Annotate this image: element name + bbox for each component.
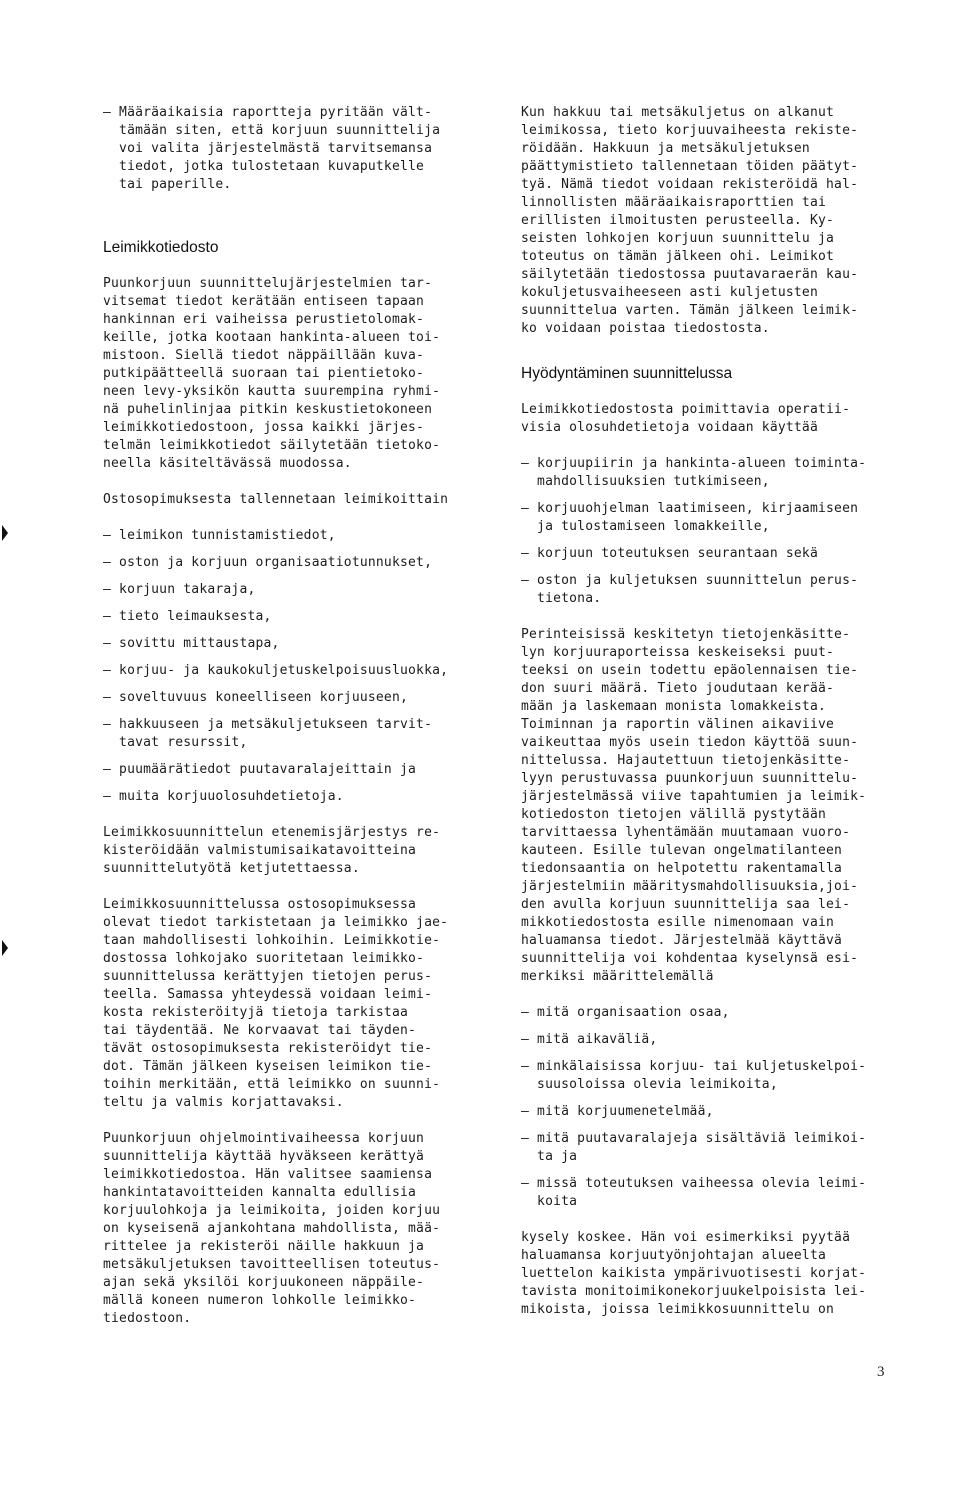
text-line: – korjuuohjelman laatimiseen, kirjaamiseen	[521, 501, 859, 516]
text-line: suunnittelua varten. Tämän jälkeen leimik-	[521, 303, 859, 318]
margin-mark-bottom	[2, 940, 8, 956]
paragraph	[103, 896, 488, 1112]
text-line: kotiedoston tietojen välillä pystytään	[521, 807, 827, 822]
text-line: suunnittelussa kerättyjen tietojen perus-	[103, 969, 433, 984]
text-line: tavat resurssit,	[103, 735, 248, 750]
text-line: – mitä korjuumenetelmää,	[521, 1104, 714, 1119]
text-line: teeksi on usein todettu epäolennaisen tie-	[521, 663, 859, 678]
bullet-list	[521, 1004, 906, 1211]
text-line: toteutus on tämän jälkeen ohi. Leimikot	[521, 249, 835, 264]
text-line: don suuri määrä. Tieto joudutaan kerää-	[521, 681, 835, 696]
text-line: Kun hakkuu tai metsäkuljetus on alkanut	[521, 105, 835, 120]
text-line: kauteen. Esille tulevan ongelmatilanteen	[521, 843, 843, 858]
text-line: kokuljetusvaiheeseen asti kuljetusten	[521, 285, 818, 300]
text-line: – sovittu mittaustapa,	[103, 636, 280, 651]
text-line: merkiksi määrittelemällä	[521, 969, 714, 984]
text-line: dot. Tämän jälkeen kyseisen leimikon tie-	[103, 1059, 433, 1074]
text-line: tiedonsaantia on helpotettu rakentamalla	[521, 861, 843, 876]
text-line: – muita korjuuolosuhdetietoja.	[103, 789, 344, 804]
text-line: kysely koskee. Hän voi esimerkiksi pyytää	[521, 1230, 851, 1245]
list-item	[103, 581, 488, 599]
text-line: tarvittaessa lyhentämään muutamaan vuoro-	[521, 825, 851, 840]
text-line: mään ja laskemaan monista lomakkeista.	[521, 699, 827, 714]
text-line: mällä koneen numeron lohkolle leimikko-	[103, 1293, 417, 1308]
text-line: ko voidaan poistaa tiedostosta.	[521, 321, 770, 336]
text-line: erillisten ilmoitusten perusteella. Ky-	[521, 213, 835, 228]
text-line: kosta rekisteröityjä tietoja tarkistaa	[103, 1005, 409, 1020]
paragraph	[521, 626, 906, 986]
list-item	[103, 662, 488, 680]
text-line: tai täydentää. Ne korvaavat tai täyden-	[103, 1023, 417, 1038]
left-column	[103, 104, 488, 1328]
text-line: den avulla korjuun suunnittelija saa lei-	[521, 897, 851, 912]
text-line: – korjuun toteutuksen seurantaan sekä	[521, 546, 818, 561]
text-line: telmän leimikkotiedot säilytetään tietoko-	[103, 438, 441, 453]
bullet-list	[103, 527, 488, 806]
text-line: seisten lohkojen korjuun suunnittelu ja	[521, 231, 835, 246]
text-line: mikkotiedostosta esille nimenomaan vain	[521, 915, 835, 930]
list-item	[521, 1175, 906, 1211]
text-line: – missä toteutuksen vaiheessa olevia leimi-	[521, 1176, 867, 1191]
text-line: – korjuu- ja kaukokuljetuskelpoisuusluokka,	[103, 663, 449, 678]
text-line: – korjuupiirin ja hankinta-alueen toiminta-	[521, 456, 867, 471]
text-line: neella käsiteltävässä muodossa.	[103, 456, 352, 471]
text-line: dostossa lohkojako suoritetaan leimikko-	[103, 951, 425, 966]
text-line: leimikossa, tieto korjuuvaiheesta rekiste-	[521, 123, 859, 138]
text-line: suunnittelija käyttää hyväkseen kerättyä	[103, 1149, 425, 1164]
list-item	[521, 500, 906, 536]
text-line: teltu ja valmis korjattavaksi.	[103, 1095, 344, 1110]
list-item	[103, 689, 488, 707]
text-line: metsäkuljetuksen tavoitteellisen toteutus-	[103, 1257, 441, 1272]
text-line: – leimikon tunnistamistiedot,	[103, 528, 336, 543]
text-line: taan mahdollisesti lohkoihin. Leimikkotie-	[103, 933, 441, 948]
text-line: ja tulostamiseen lomakkeille,	[521, 519, 770, 534]
text-line: – Määräaikaisia raportteja pyritään vält-	[103, 105, 433, 120]
list-item	[103, 788, 488, 806]
text-line: – puumäärätiedot puutavaralajeittain ja	[103, 762, 417, 777]
list-item	[521, 1031, 906, 1049]
margin-mark-top	[2, 525, 8, 541]
text-line: järjestelmiin määritysmahdollisuuksia,joi-	[521, 879, 859, 894]
text-line: röidään. Hakkuun ja metsäkuljetuksen	[521, 141, 810, 156]
paragraph	[103, 824, 488, 878]
text-line: tavista monitoimikonekorjuukelpoisista lei-	[521, 1284, 867, 1299]
text-line: Puunkorjuun ohjelmointivaiheessa korjuun	[103, 1131, 425, 1146]
text-line: tävät ostosopimuksesta rekisteröidyt tie-	[103, 1041, 433, 1056]
list-item	[521, 1004, 906, 1022]
list-item	[521, 1130, 906, 1166]
text-line: lyn korjuuraporteissa keskeiseksi puut-	[521, 645, 835, 660]
text-line: teella. Samassa yhteydessä voidaan leimi-	[103, 987, 433, 1002]
text-line: mikoista, joissa leimikkosuunnittelu on	[521, 1302, 835, 1317]
paragraph	[103, 1130, 488, 1328]
text-line: Puunkorjuun suunnittelujärjestelmien tar-	[103, 276, 433, 291]
text-line: Toiminnan ja raportin välinen aikaviive	[521, 717, 835, 732]
text-line: mahdollisuuksien tutkimiseen,	[521, 474, 770, 489]
intro-item	[103, 104, 488, 194]
text-line: haluamansa korjuutyönjohtajan alueelta	[521, 1248, 827, 1263]
text-line: – korjuun takaraja,	[103, 582, 256, 597]
hyodyntaminen-heading: Hyödyntäminen suunnittelussa	[521, 365, 733, 382]
right-column	[521, 104, 906, 1319]
page-number: 3	[877, 1364, 885, 1380]
text-line: leimikkotiedostoon, jossa kaikki järjes-	[103, 420, 425, 435]
text-line: hankinnan eri vaiheissa perustietolomak-	[103, 312, 425, 327]
list-item	[103, 716, 488, 752]
text-line: Leimikkotiedostosta poimittavia operatii-	[521, 402, 851, 417]
list-item	[103, 635, 488, 653]
text-line: päättymistieto tallennetaan töiden päätyt-	[521, 159, 859, 174]
text-line: on kyseisenä ajankohtana mahdollista, mää-	[103, 1221, 441, 1236]
text-line: olevat tiedot tarkistetaan ja leimikko jae-	[103, 915, 449, 930]
list-item	[103, 554, 488, 572]
text-line: – soveltuvuus koneelliseen korjuuseen,	[103, 690, 409, 705]
text-line: leimikkotiedostoa. Hän valitsee saamiensa	[103, 1167, 433, 1182]
list-item	[521, 572, 906, 608]
text-line: tämään siten, että korjuun suunnittelija	[103, 123, 441, 138]
text-line: Leimikkosuunnittelun etenemisjärjestys re-	[103, 825, 441, 840]
list-item	[521, 545, 906, 563]
text-line: ta ja	[521, 1149, 578, 1164]
text-line: tiedot, jotka tulostetaan kuvaputkelle	[103, 159, 425, 174]
leimikkotiedosto-heading: Leimikkotiedosto	[103, 239, 219, 256]
text-line: – tieto leimauksesta,	[103, 609, 272, 624]
text-line: suunnittelutyötä ketjutettaessa.	[103, 861, 360, 876]
list-item	[103, 527, 488, 545]
paragraph	[521, 401, 906, 437]
text-line: järjestelmässä viive tapahtumien ja leimik-	[521, 789, 867, 804]
text-line: – minkälaisissa korjuu- tai kuljetuskelpoi-	[521, 1059, 867, 1074]
text-line: – mitä organisaation osaa,	[521, 1005, 730, 1020]
text-line: mistoon. Siellä tiedot näppäillään kuva-	[103, 348, 425, 363]
list-item	[521, 1103, 906, 1121]
text-line: – hakkuuseen ja metsäkuljetukseen tarvit-	[103, 717, 433, 732]
text-line: – oston ja kuljetuksen suunnittelun perus-	[521, 573, 859, 588]
text-line: vitsemat tiedot kerätään entiseen tapaan	[103, 294, 425, 309]
text-line: ajan sekä yksilöi korjuukoneen näppäile-	[103, 1275, 425, 1290]
text-line: voi valita järjestelmästä tarvitsemansa	[103, 141, 433, 156]
text-line: Perinteisissä keskitetyn tietojenkäsitte-	[521, 627, 851, 642]
text-line: kisteröidään valmistumisaikatavoitteina	[103, 843, 417, 858]
list-item	[103, 761, 488, 779]
text-line: nittelussa. Hajautettuun tietojenkäsitte-	[521, 753, 851, 768]
text-line: putkipäätteellä suoraan tai pientietoko-	[103, 366, 425, 381]
text-line: linnollisten määräaikaisraporttien tai	[521, 195, 827, 210]
paragraph	[103, 275, 488, 473]
text-line: Leimikkosuunnittelussa ostosopimuksessa	[103, 897, 417, 912]
text-line: rittelee ja rekisteröi näille hakkuun ja	[103, 1239, 425, 1254]
text-line: tyä. Nämä tiedot voidaan rekisteröidä hal-	[521, 177, 859, 192]
text-line: – oston ja korjuun organisaatiotunnukset,	[103, 555, 433, 570]
text-line: lyyn perustuvassa puunkorjuun suunnittelu-	[521, 771, 859, 786]
text-line: neen levy-yksikön kautta suurempina ryhmi-	[103, 384, 441, 399]
text-line: – mitä puutavaralajeja sisältäviä leimikoi-	[521, 1131, 867, 1146]
list-item	[103, 608, 488, 626]
bullet-list	[521, 455, 906, 608]
text-line: nä puhelinlinjaa pitkin keskustietokoneen	[103, 402, 433, 417]
text-line: haluamansa tiedot. Järjestelmää käyttävä	[521, 933, 843, 948]
list-item	[521, 1058, 906, 1094]
text-line: luettelon kaikista ympärivuotisesti korjat-	[521, 1266, 867, 1281]
text-line: säilytetään tiedostossa puutavaraerän kau-	[521, 267, 859, 282]
text-line: tai paperille.	[103, 177, 232, 192]
text-line: tiedostoon.	[103, 1311, 192, 1326]
text-line: vaikeuttaa myös usein tiedon käyttöä suun-	[521, 735, 859, 750]
paragraph	[521, 1229, 906, 1319]
text-line: visia olosuhdetietoja voidaan käyttää	[521, 420, 818, 435]
text-line: hankintatavoitteiden kannalta edullisia	[103, 1185, 417, 1200]
text-line: suusoloissa olevia leimikoita,	[521, 1077, 778, 1092]
paragraph	[521, 104, 906, 338]
list-intro: Ostosopimuksesta tallennetaan leimikoittain	[103, 492, 449, 507]
text-line: koita	[521, 1194, 578, 1209]
text-line: korjuulohkoja ja leimikoita, joiden korjuu	[103, 1203, 441, 1218]
list-item	[521, 455, 906, 491]
text-line: suunnittelija voi kohdentaa kyselynsä esi-	[521, 951, 859, 966]
text-line: toihin merkitään, että leimikko on suunni-	[103, 1077, 441, 1092]
text-line: – mitä aikaväliä,	[521, 1032, 658, 1047]
text-line: keille, jotka kootaan hankinta-alueen toi-	[103, 330, 441, 345]
text-line: tietona.	[521, 591, 602, 606]
